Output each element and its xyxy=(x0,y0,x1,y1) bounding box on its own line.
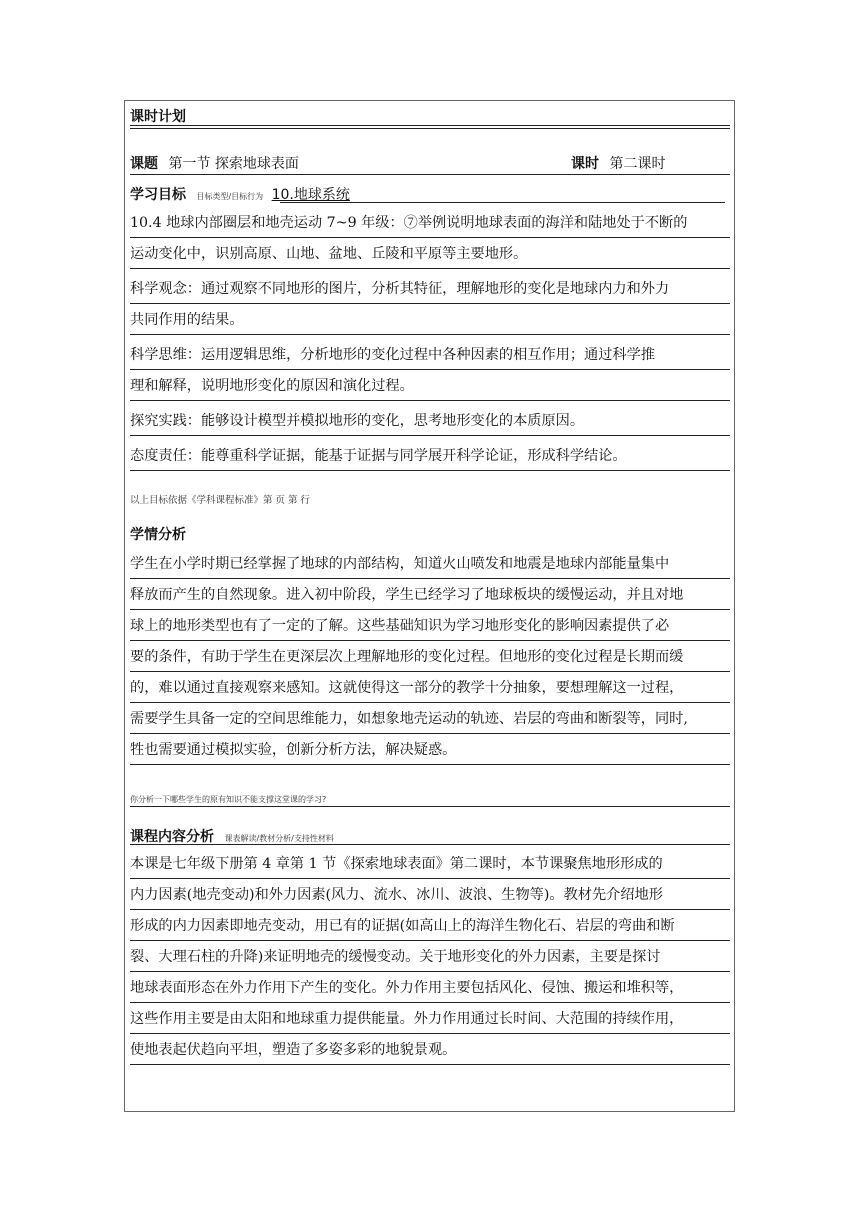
content-analysis-line: 内力因素(地壳变动)和外力因素(风力、流水、冰川、波浪、生物等)。教材先介绍地形 xyxy=(130,879,730,910)
learner-analysis-line: 释放而产生的自然现象。进入初中阶段，学生已经学习了地球板块的缓慢运动，并且对地 xyxy=(130,579,730,610)
objectives-label: 学习目标 xyxy=(130,187,186,203)
period-value: 第二课时 xyxy=(609,156,666,172)
objective-line: 运动变化中，识别高原、山地、盆地、丘陵和平原等主要地形。 xyxy=(130,238,730,269)
learner-analysis-line: 的，难以通过直接观察来感知。这就使得这一部分的教学十分抽象，要想理解这一过程， xyxy=(130,672,730,703)
learner-analysis-lines xyxy=(130,548,730,765)
content-analysis-line: 这些作用主要是由太阳和地球重力提供能量。外力作用通过长时间、大范围的持续作用， xyxy=(130,1003,730,1034)
objectives-source-note: 以上目标依据《学科课程标准》第 页 第 行 xyxy=(130,495,311,506)
objective-line: 科学观念：通过观察不同地形的图片，分析其特征，理解地形的变化是地球内力和外力 xyxy=(130,273,730,304)
learner-analysis-line: 要的条件，有助于学生在更深层次上理解地形的变化过程。但地形的变化过程是长期而缓 xyxy=(130,641,730,672)
objectives-hint: 目标类型/目标行为 xyxy=(196,192,264,201)
learner-analysis-note: 你分析一下哪些学生的原有知识不能支撑这堂课的学习? xyxy=(130,795,327,804)
topic-label: 课题 xyxy=(130,156,158,172)
learner-analysis-note-underline xyxy=(130,806,730,807)
objective-line: 10.4 地球内部圈层和地壳运动 7~9 年级：⑦举例说明地球表面的海洋和陆地处于不断的 xyxy=(130,207,730,238)
topic-row xyxy=(130,153,730,173)
objective-line: 理和解释，说明地形变化的原因和演化过程。 xyxy=(130,370,730,401)
objectives-header-underline xyxy=(280,202,725,203)
objective-line: 探究实践：能够设计模型并模拟地形的变化，思考地形变化的本质原因。 xyxy=(130,405,730,436)
topic-divider xyxy=(130,174,730,175)
objective-line: 共同作用的结果。 xyxy=(130,304,730,335)
learner-analysis-line: 学生在小学时期已经掌握了地球的内部结构，知道火山喷发和地震是地球内部能量集中 xyxy=(130,548,730,579)
topic-value: 第一节 探索地球表面 xyxy=(168,156,299,172)
content-analysis-lines xyxy=(130,848,730,1065)
objectives-lines xyxy=(130,207,730,471)
content-analysis-line: 地球表面形态在外力作用下产生的变化。外力作用主要包括风化、侵蚀、搬运和堆积等， xyxy=(130,972,730,1003)
content-analysis-hint: 课表解读/教材分析/支持性材料 xyxy=(224,834,334,843)
objective-line: 态度责任：能尊重科学证据，能基于证据与同学展开科学论证，形成科学结论。 xyxy=(130,440,730,471)
content-analysis-line: 本课是七年级下册第 4 章第 1 节《探索地球表面》第二课时，本节课聚焦地形形成的 xyxy=(130,848,730,879)
learner-analysis-label: 学情分析 xyxy=(130,527,186,543)
content-analysis-header xyxy=(130,826,730,846)
content-analysis-line: 裂、大理石柱的升降)来证明地壳的缓慢变动。关于地形变化的外力因素，主要是探讨 xyxy=(130,941,730,972)
learner-analysis-line: 需要学生具备一定的空间思维能力，如想象地壳运动的轨迹、岩层的弯曲和断裂等，同时, xyxy=(130,703,730,734)
period-label: 课时 xyxy=(571,156,599,172)
content-analysis-label: 课程内容分析 xyxy=(130,829,214,845)
content-analysis-divider xyxy=(130,844,730,845)
content-analysis-line: 形成的内力因素即地壳变动，用已有的证据(如高山上的海洋生物化石、岩层的弯曲和断 xyxy=(130,910,730,941)
learner-analysis-line: 牲也需要通过模拟实验，创新分析方法，解决疑惑。 xyxy=(130,734,730,765)
learner-analysis-line: 球上的地形类型也有了一定的了解。这些基础知识为学习地形变化的影响因素提供了必 xyxy=(130,610,730,641)
objectives-header xyxy=(130,184,730,204)
objectives-standard: 10.地球系统 xyxy=(271,187,350,203)
content-analysis-line: 使地表起伏趋向平坦，塑造了多姿多彩的地貌景观。 xyxy=(130,1034,730,1065)
objective-line: 科学思维：运用逻辑思维，分析地形的变化过程中各种因素的相互作用；通过科学推 xyxy=(130,339,730,370)
page-title: 课时计划 xyxy=(130,109,186,125)
title-divider xyxy=(130,125,730,129)
